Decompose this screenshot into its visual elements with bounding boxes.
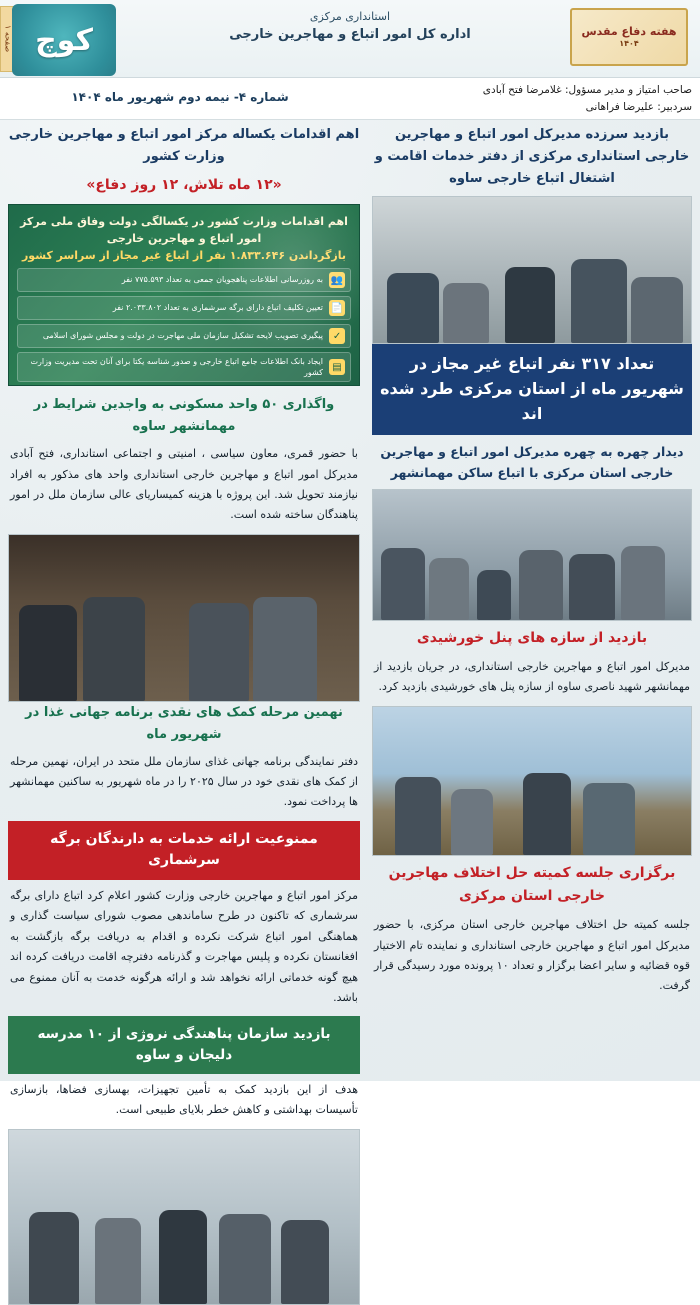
masthead — [130, 10, 570, 42]
left-body-3: دفتر نمایندگی برنامه جهانی غذای سازمان ملل متحد در ایران، نهمین مرحله از کمک های نقدی خود در سال ۲۰۲۵ را در ماه شهریور به ساکنین مهمانشهر ها پرداخت نمود. — [10, 754, 358, 809]
masthead-line2: اداره کل امور اتباع و مهاجرین خارجی — [229, 27, 471, 42]
credits-bar — [0, 78, 700, 120]
photo-housing-handover — [8, 534, 360, 702]
banner-service-ban: ممنوعیت ارائه خدمات به دارندگان برگه سرشماری — [8, 821, 360, 880]
left-headline-3: نهمین مرحله کمک های نقدی برنامه جهانی غذا در شهریور ماه — [25, 704, 343, 742]
issue-tab: صفحه ۱ — [0, 6, 16, 72]
check-icon: ✓ — [329, 328, 345, 344]
photo-face-to-face-meeting — [372, 489, 692, 621]
left-column — [8, 124, 360, 1305]
right-caption-2: بازدید از سازه های پنل خورشیدی — [416, 630, 648, 647]
left-body-4: مرکز امور اتباع و مهاجرین خارجی وزارت کشور اعلام کرد اتباع دارای برگه سرشماری که تاکنون در طرح ساماندهی مصوب شورای سیاست گذاری و هماهنگی امور اتباع شرکت نکرده و اقدام به دریافت برگه بازگشت به افغانستان نکرده و پلیس مهاجرت و گذرنامه دفترچه اقامت دریافت کرده اند هیچ گونه خدماتی ارائه نخواهد شد و ارائه هرگونه خدمت به آنان ممنوع می باشد. — [10, 889, 358, 1004]
photo-office-visit — [372, 196, 692, 344]
left-body-5: هدف از این بازدید کمک به تأمین تجهیزات، بهسازی فضاها، بازسازی تأسیسات بهداشتی و کاهش خطر بلایای طبیعی است. — [10, 1083, 358, 1117]
credits-owner: صاحب امتیاز و مدیر مسؤول: غلامرضا فتح آبادی — [482, 84, 692, 96]
infographic-ministry-actions — [8, 204, 360, 386]
users-icon: 👥 — [329, 272, 345, 288]
infographic-title: اهم اقدامات وزارت کشور در یکسالگی دولت وفاق ملی مرکز امور اتباع و مهاجرین خارجی — [20, 214, 348, 246]
photo-figures-3 — [373, 763, 691, 855]
photo-figures-5 — [9, 1196, 359, 1304]
photo-figures-4 — [9, 598, 359, 701]
left-subheadline-top: «۱۲ ماه تلاش، ۱۲ روز دفاع» — [86, 177, 282, 194]
masthead-line1: استانداری مرکزی — [309, 10, 391, 23]
left-headline-2: واگذاری ۵۰ واحد مسکونی به واجدین شرایط در مهمانشهر ساوه — [33, 396, 335, 435]
infographic-watermark-icon — [219, 204, 360, 379]
issue-line: شماره ۴- نیمه دوم شهریور ماه ۱۴۰۴ — [71, 90, 289, 104]
photo-school-visit — [8, 1129, 360, 1305]
right-column — [372, 124, 692, 1005]
infographic-row-text: پیگیری تصویب لایحه تشکیل سازمان ملی مهاجرت در دولت و مجلس شورای اسلامی — [42, 331, 323, 341]
infographic-row-text: به روزرسانی اطلاعات پناهجویان جمعی به تعداد ۷۷۵.۵۹۳ نفر — [121, 275, 323, 285]
right-caption-1: دیدار چهره به چهره مدیرکل امور اتباع و مهاجرین خارجی استان مرکزی با اتباع ساکن مهمانشهر — [380, 443, 684, 480]
credits-owner-block — [392, 82, 692, 116]
publication-title: کوچ — [35, 22, 93, 58]
page-header — [0, 0, 700, 78]
emblem-year: ۱۴۰۴ — [619, 38, 639, 48]
photo-figures — [373, 253, 691, 344]
left-body-2: با حضور قمری، معاون سیاسی ، امنیتی و اجتماعی استانداری، فتح آبادی مدیرکل امور اتباع و مهاجرین خارجی استانداری واحد های مذکور به افراد نیازمند تحویل شد. این پروژه با هزینه کمیساریای عالی سازمان ملل در امور پناهندگان ساخته شده است. — [10, 447, 358, 522]
credits-editor: سردبیر: علیرضا فراهانی — [585, 100, 692, 113]
emblem-title: هفته دفاع مقدس — [581, 25, 677, 39]
right-body-1: مدیرکل امور اتباع و مهاجرین خارجی استانداری، در جریان بازدید از مهمانشهر شهید ناصری ساوه از سازه پنل های خورشیدی بازدید کرد. — [374, 659, 690, 694]
infographic-subtitle: بازگرداندن ۱.۸۳۳.۶۴۶ نفر از اتباع غیر مجاز از سراسر کشور — [21, 249, 347, 263]
banner-nrc-school-visit: بازدید سازمان پناهندگی نروژی از ۱۰ مدرسه دلیجان و ساوه — [8, 1016, 360, 1074]
doc-icon: 📄 — [329, 300, 345, 316]
banner-deportation-count: تعداد ۳۱۷ نفر اتباع غیر مجاز در شهریور ماه از استان مرکزی طرد شده اند — [372, 344, 692, 434]
photo-figures-2 — [373, 540, 691, 621]
left-headline-top: اهم اقدامات یکساله مرکز امور اتباع و مهاجرین خارجی وزارت کشور — [8, 127, 360, 165]
right-caption-3: برگزاری جلسه کمیته حل اختلاف مهاجرین خارجی استان مرکزی — [388, 864, 676, 905]
right-headline-1: بازدید سرزده مدیرکل امور اتباع و مهاجرین خارجی استانداری مرکزی از دفتر خدمات اقامت و اشتغال اتباع خارجی ساوه — [374, 127, 690, 187]
infographic-row-text: تعیین تکلیف اتباع دارای برگه سرشماری به تعداد ۲.۰۳۳.۸۰۲ نفر — [112, 303, 323, 313]
infographic-row-text: ایجاد بانک اطلاعات جامع اتباع خارجی و صدور شناسه یکتا برای آنان تحت مدیریت وزارت کشور — [30, 357, 323, 378]
defense-week-emblem — [570, 8, 688, 66]
photo-solar-panels — [372, 706, 692, 856]
database-icon: ▤ — [329, 359, 345, 375]
publication-logo — [12, 4, 116, 76]
right-body-2: جلسه کمیته حل اختلاف مهاجرین خارجی استان مرکزی، با حضور مدیرکل امور اتباع و مهاجرین خارجی استانداری و نماینده تام الاختیار قوه قضائیه و سایر اعضا برگزار و تعداد ۱۰ پرونده مورد رسیدگی قرار گرفت. — [374, 918, 690, 993]
